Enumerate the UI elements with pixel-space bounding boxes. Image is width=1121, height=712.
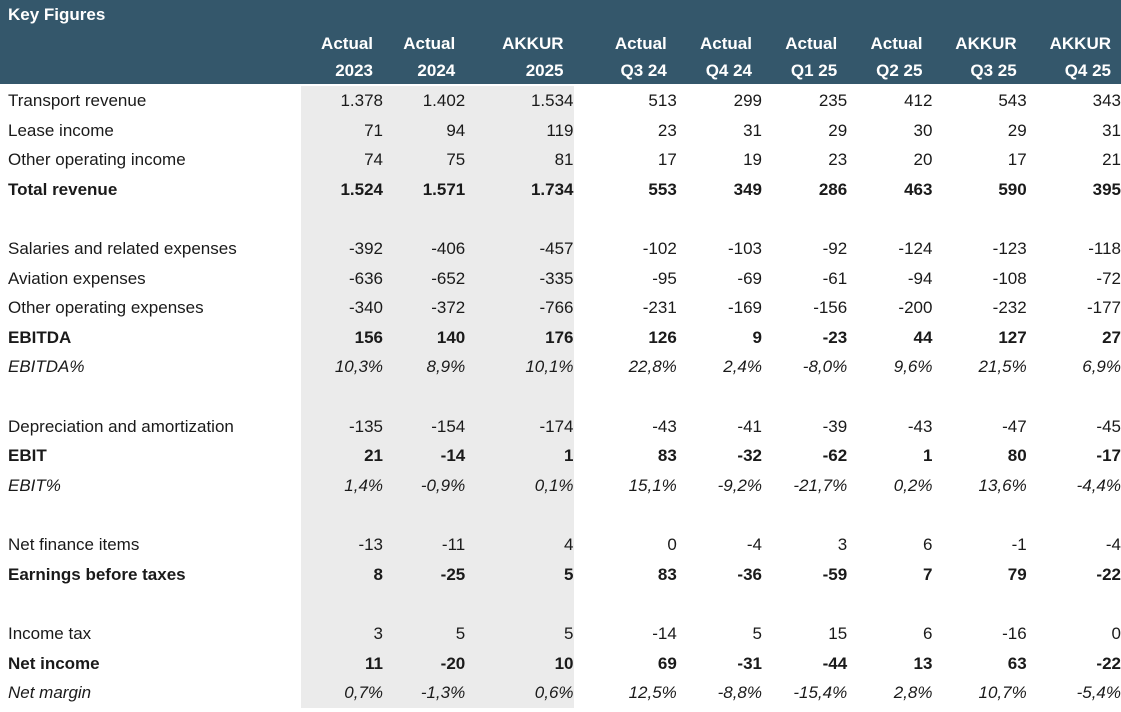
cell-value: 71 [301, 116, 383, 146]
header-gap [574, 30, 592, 57]
cell-value: -43 [652, 416, 677, 436]
column-gap [574, 412, 592, 442]
row-label: Lease income [8, 120, 114, 140]
header-col-8-bottom: Q4 25 [1027, 57, 1121, 85]
cell-value: -61 [822, 268, 848, 288]
cell-value: -118 [1088, 239, 1121, 258]
table-header [0, 30, 1121, 85]
cell-value: 19 [743, 150, 762, 169]
cell-value [677, 204, 762, 234]
cell-value [465, 589, 573, 619]
cell-value: 463 [904, 179, 933, 199]
cell-value: 127 [998, 327, 1027, 347]
column-gap [574, 619, 592, 649]
cell-value: 1.534 [465, 85, 573, 116]
cell-value [847, 589, 932, 619]
header-gap-2 [574, 57, 592, 85]
cell-value: 11 [301, 649, 383, 679]
cell-value [847, 204, 932, 234]
header-col-5-bottom: Q1 25 [762, 57, 847, 85]
cell-value: 79 [1007, 564, 1027, 584]
table-row [0, 323, 1121, 353]
cell-value: 126 [648, 327, 677, 347]
cell-value [1027, 204, 1121, 234]
cell-value: -8,8% [717, 683, 762, 702]
cell-value: 30 [913, 120, 933, 140]
cell-value: 349 [733, 179, 762, 199]
cell-value: -21,7% [793, 475, 848, 495]
header-col-4-bottom: Q4 24 [677, 57, 762, 85]
cell-value: 21,5% [978, 357, 1027, 376]
header-label-col-2 [0, 57, 301, 85]
table-row [0, 649, 1121, 679]
cell-value [932, 382, 1026, 412]
cell-value: -652 [383, 264, 465, 294]
column-gap [574, 264, 592, 294]
cell-value: -14 [383, 441, 465, 471]
row-label: Salaries and related expenses [8, 239, 237, 258]
cell-value [465, 500, 573, 530]
cell-value: -16 [1002, 624, 1027, 643]
cell-value: 15 [828, 624, 848, 643]
cell-value: -156 [813, 298, 848, 317]
column-gap [574, 589, 592, 619]
cell-value: 286 [818, 179, 848, 199]
cell-value: -45 [1096, 416, 1121, 436]
cell-value: -17 [1096, 446, 1121, 465]
cell-value [383, 500, 465, 530]
cell-value: 395 [1092, 179, 1121, 199]
cell-value: 75 [383, 145, 465, 175]
cell-value: 23 [657, 120, 677, 140]
cell-value: 29 [828, 120, 848, 140]
header-col-6-bottom: Q2 25 [847, 57, 932, 85]
cell-value: 4 [465, 530, 573, 560]
cell-value: -766 [465, 293, 573, 323]
cell-value [932, 204, 1026, 234]
cell-value: 44 [913, 327, 933, 347]
row-label: EBIT% [8, 475, 61, 495]
row-label: Earnings before taxes [8, 564, 186, 584]
table-row [0, 560, 1121, 590]
cell-value: 0,1% [465, 471, 573, 501]
cell-value: 1 [922, 446, 933, 465]
row-label: Transport revenue [8, 91, 147, 110]
header-col-8-top: AKKUR [1027, 30, 1121, 57]
cell-value: 8,9% [383, 352, 465, 382]
row-label [0, 204, 301, 234]
cell-value: 81 [465, 145, 573, 175]
table-row [0, 145, 1121, 175]
cell-value: 299 [733, 91, 762, 110]
cell-value: 1.571 [383, 175, 465, 205]
header-row-bottom [0, 57, 1121, 85]
cell-value: -177 [1086, 298, 1121, 317]
cell-value: 17 [1007, 150, 1027, 169]
cell-value: 74 [301, 145, 383, 175]
column-gap [574, 116, 592, 146]
cell-value: 10,1% [465, 352, 573, 382]
cell-value: 5 [383, 619, 465, 649]
header-col-3-bottom: Q3 24 [592, 57, 677, 85]
cell-value: 29 [1007, 120, 1027, 140]
cell-value: 17 [657, 150, 677, 169]
table-row [0, 116, 1121, 146]
cell-value: 21 [301, 441, 383, 471]
row-label: Net finance items [8, 535, 140, 554]
cell-value: -14 [652, 624, 677, 643]
cell-value: -174 [465, 412, 573, 442]
cell-value: -23 [822, 327, 848, 347]
cell-value [932, 589, 1026, 619]
cell-value: 8 [301, 560, 383, 590]
cell-value: -124 [898, 239, 933, 258]
cell-value: -1 [1011, 535, 1027, 554]
cell-value: 6 [922, 624, 933, 643]
header-col-7-bottom: Q3 25 [932, 57, 1026, 85]
cell-value [301, 204, 383, 234]
cell-value: 12,5% [628, 683, 677, 702]
cell-value: 13,6% [978, 475, 1027, 495]
header-col-1-bottom: 2024 [383, 57, 465, 85]
row-label [0, 382, 301, 412]
cell-value [383, 589, 465, 619]
cell-value: -335 [465, 264, 573, 294]
cell-value [1027, 589, 1121, 619]
cell-value: 63 [1007, 653, 1027, 673]
cell-value: 9,6% [893, 357, 933, 376]
cell-value: 27 [1102, 327, 1121, 347]
cell-value: -22 [1096, 564, 1121, 584]
cell-value: -340 [301, 293, 383, 323]
table-row [0, 85, 1121, 116]
column-gap [574, 175, 592, 205]
cell-value: 6,9% [1082, 357, 1121, 376]
cell-value: 83 [657, 564, 677, 584]
cell-value: 0 [667, 535, 677, 554]
column-gap [574, 145, 592, 175]
cell-value [465, 204, 573, 234]
cell-value: -69 [737, 268, 762, 288]
cell-value: 140 [383, 323, 465, 353]
row-label [0, 500, 301, 530]
cell-value: -39 [822, 416, 848, 436]
row-label: EBIT [8, 446, 47, 465]
table-row [0, 382, 1121, 412]
row-label [0, 589, 301, 619]
cell-value: -94 [907, 268, 933, 288]
cell-value: 3 [837, 535, 848, 554]
cell-value: 15,1% [628, 475, 677, 495]
cell-value: -102 [642, 239, 677, 258]
cell-value: -95 [652, 268, 677, 288]
cell-value: 22,8% [628, 357, 677, 376]
cell-value: 6 [922, 535, 933, 554]
header-row-top [0, 30, 1121, 57]
cell-value: -406 [383, 234, 465, 264]
cell-value: -47 [1002, 416, 1027, 436]
cell-value: -135 [301, 412, 383, 442]
cell-value: 343 [1092, 91, 1121, 110]
cell-value: -457 [465, 234, 573, 264]
cell-value: 10 [465, 649, 573, 679]
cell-value: 2,8% [893, 683, 933, 702]
header-col-7-top: AKKUR [932, 30, 1026, 57]
cell-value: -15,4% [793, 683, 848, 702]
row-label: Total revenue [8, 179, 118, 199]
cell-value: 0 [1111, 624, 1121, 643]
cell-value: 156 [301, 323, 383, 353]
cell-value: 5 [752, 624, 762, 643]
page-title: Key Figures [0, 0, 1121, 30]
cell-value [932, 500, 1026, 530]
cell-value: -1,3% [383, 678, 465, 708]
cell-value: 20 [913, 150, 933, 169]
row-label: Net margin [8, 683, 92, 702]
cell-value [677, 500, 762, 530]
table-row [0, 678, 1121, 708]
row-label: Aviation expenses [8, 268, 146, 288]
cell-value: 1.378 [301, 85, 383, 116]
table-row [0, 441, 1121, 471]
row-label: Other operating income [8, 150, 186, 169]
column-gap [574, 85, 592, 116]
cell-value [592, 382, 677, 412]
header-label-col [0, 30, 301, 57]
cell-value [301, 589, 383, 619]
cell-value: -59 [822, 564, 848, 584]
cell-value: -13 [301, 530, 383, 560]
header-col-5-top: Actual [762, 30, 847, 57]
cell-value: -200 [898, 298, 933, 317]
cell-value [592, 500, 677, 530]
cell-value [762, 500, 847, 530]
column-gap [574, 649, 592, 679]
cell-value: 119 [465, 116, 573, 146]
cell-value: -4,4% [1076, 475, 1121, 495]
key-figures-table [0, 30, 1121, 708]
cell-value: 0,7% [301, 678, 383, 708]
cell-value: -4 [746, 535, 762, 554]
cell-value: -154 [383, 412, 465, 442]
cell-value: 3 [301, 619, 383, 649]
cell-value [677, 589, 762, 619]
cell-value [762, 382, 847, 412]
column-gap [574, 204, 592, 234]
header-col-0-top: Actual [301, 30, 383, 57]
cell-value: 543 [998, 91, 1027, 110]
cell-value: 10,3% [301, 352, 383, 382]
cell-value [677, 382, 762, 412]
table-row [0, 175, 1121, 205]
cell-value: 235 [818, 91, 848, 110]
cell-value: -636 [301, 264, 383, 294]
cell-value: 21 [1102, 150, 1121, 169]
cell-value: 1 [465, 441, 573, 471]
header-col-6-top: Actual [847, 30, 932, 57]
cell-value [301, 382, 383, 412]
column-gap [574, 234, 592, 264]
column-gap [574, 500, 592, 530]
cell-value: 1.524 [301, 175, 383, 205]
column-gap [574, 530, 592, 560]
header-col-0-bottom: 2023 [301, 57, 383, 85]
cell-value: -123 [992, 239, 1027, 258]
table-row [0, 352, 1121, 382]
cell-value: 0,6% [465, 678, 573, 708]
table-body [0, 85, 1121, 708]
cell-value: -43 [907, 416, 933, 436]
cell-value: 176 [465, 323, 573, 353]
cell-value [592, 589, 677, 619]
cell-value [383, 204, 465, 234]
cell-value: -22 [1096, 653, 1121, 673]
cell-value: 69 [657, 653, 677, 673]
cell-value: -231 [642, 298, 677, 317]
table-row [0, 589, 1121, 619]
cell-value [592, 204, 677, 234]
row-label: EBITDA [8, 327, 72, 347]
table-row [0, 234, 1121, 264]
cell-value: 5 [465, 619, 573, 649]
table-row [0, 412, 1121, 442]
cell-value: -5,4% [1076, 683, 1121, 702]
cell-value [847, 500, 932, 530]
column-gap [574, 441, 592, 471]
cell-value [465, 382, 573, 412]
cell-value [383, 382, 465, 412]
column-gap [574, 678, 592, 708]
cell-value: -25 [383, 560, 465, 590]
cell-value: 80 [1007, 446, 1027, 465]
cell-value: -62 [822, 446, 848, 465]
cell-value: 31 [1102, 120, 1121, 140]
header-col-2-top: AKKUR [465, 30, 573, 57]
header-col-1-top: Actual [383, 30, 465, 57]
cell-value: -36 [737, 564, 762, 584]
cell-value: 0,2% [893, 475, 933, 495]
cell-value: -92 [822, 239, 848, 258]
cell-value: -169 [727, 298, 762, 317]
header-col-3-top: Actual [592, 30, 677, 57]
cell-value: 1,4% [301, 471, 383, 501]
header-col-2-bottom: 2025 [465, 57, 573, 85]
table-row [0, 471, 1121, 501]
cell-value: 590 [998, 179, 1027, 199]
column-gap [574, 352, 592, 382]
table-row [0, 204, 1121, 234]
table-row [0, 619, 1121, 649]
row-label: Income tax [8, 624, 92, 643]
cell-value [301, 500, 383, 530]
cell-value: -44 [822, 653, 848, 673]
row-label: Other operating expenses [8, 298, 204, 317]
cell-value [1027, 382, 1121, 412]
cell-value: -392 [301, 234, 383, 264]
column-gap [574, 323, 592, 353]
cell-value: 412 [904, 91, 933, 110]
cell-value: 31 [743, 120, 762, 140]
cell-value: -31 [737, 653, 762, 673]
cell-value: 5 [465, 560, 573, 590]
table-row [0, 500, 1121, 530]
cell-value: 7 [922, 564, 933, 584]
cell-value: -108 [992, 268, 1027, 288]
cell-value: -103 [727, 239, 762, 258]
header-col-4-top: Actual [677, 30, 762, 57]
cell-value: -11 [383, 530, 465, 560]
column-gap [574, 293, 592, 323]
table-row [0, 530, 1121, 560]
cell-value: 9 [752, 327, 762, 347]
cell-value: 1.734 [465, 175, 573, 205]
row-label: EBITDA% [8, 357, 85, 376]
table-row [0, 293, 1121, 323]
cell-value: -372 [383, 293, 465, 323]
cell-value [762, 204, 847, 234]
column-gap [574, 560, 592, 590]
table-row [0, 264, 1121, 294]
cell-value: -232 [992, 298, 1027, 317]
cell-value: 83 [657, 446, 677, 465]
cell-value: -72 [1096, 268, 1121, 288]
cell-value: 513 [648, 91, 677, 110]
cell-value: -20 [383, 649, 465, 679]
cell-value: 13 [913, 653, 933, 673]
cell-value [847, 382, 932, 412]
cell-value [762, 589, 847, 619]
cell-value: -0,9% [383, 471, 465, 501]
cell-value: -9,2% [717, 475, 762, 495]
cell-value: -41 [737, 416, 762, 436]
row-label: Net income [8, 653, 100, 673]
cell-value: -8,0% [802, 357, 848, 376]
cell-value: 1.402 [383, 85, 465, 116]
cell-value: 94 [383, 116, 465, 146]
row-label: Depreciation and amortization [8, 416, 234, 436]
cell-value: 10,7% [978, 683, 1027, 702]
cell-value: 553 [648, 179, 677, 199]
cell-value: 2,4% [723, 357, 762, 376]
column-gap [574, 382, 592, 412]
cell-value: -32 [737, 446, 762, 465]
cell-value [1027, 500, 1121, 530]
cell-value: 23 [828, 150, 848, 169]
cell-value: -4 [1105, 535, 1121, 554]
column-gap [574, 471, 592, 501]
